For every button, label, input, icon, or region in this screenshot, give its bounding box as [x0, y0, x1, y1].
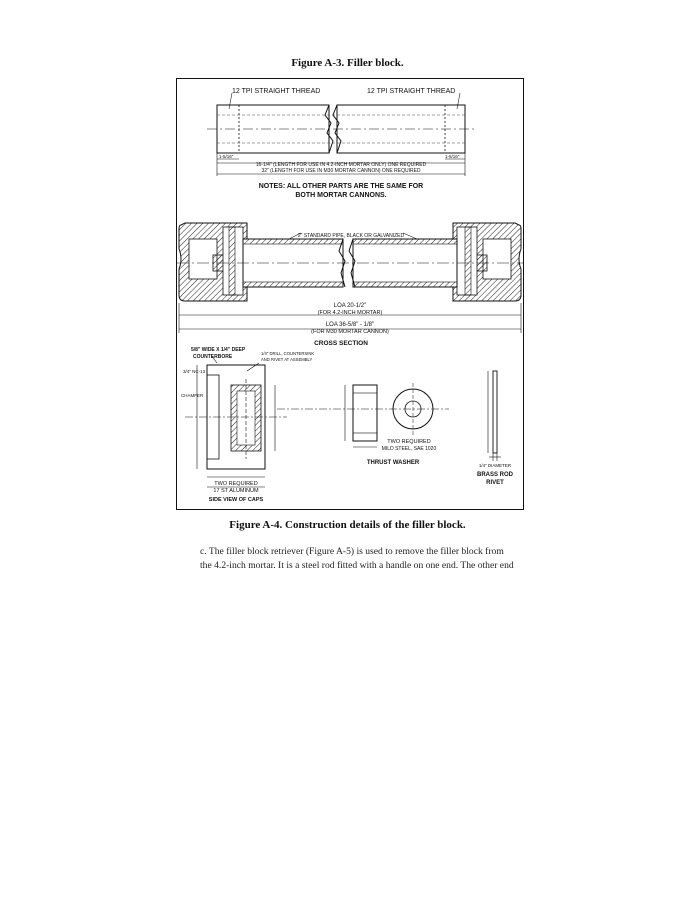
pipe-label: 2" STANDARD PIPE, BLACK OR GALVANIZED: [297, 233, 405, 239]
cross-section-drawing: [177, 223, 523, 333]
body-line-1: c. The filler block retriever (Figure A-5) is used to remove the filler block from: [200, 546, 504, 557]
drill-note-1: 1/4" DRILL, COUNTERSINK: [261, 351, 315, 356]
notes-line-2: BOTH MORTAR CANNONS.: [295, 192, 387, 199]
thrust-washer-drawing: [277, 383, 449, 447]
figure-a4-caption: Figure A-4. Construction details of the filler block.: [229, 519, 466, 531]
body-paragraph: [200, 545, 540, 573]
length-4-2-mortar: 16-1/4" (LENGTH FOR USE IN 4.2-INCH MORTAR ONLY) ONE REQUIRED: [255, 162, 427, 168]
brass-rivet-drawing: [488, 371, 501, 461]
rivet-diameter: 1/4" DIAMETER: [478, 463, 512, 468]
washer-material: MILD STEEL, SAE 1020: [381, 446, 437, 452]
drill-note-2: AND RIVET AT ASSEMBLY: [261, 357, 313, 362]
figure-drawing: [176, 78, 524, 510]
loa-4-2-note: (FOR 4.2-INCH MORTAR): [317, 310, 383, 316]
brass-rod-label: BRASS ROD: [476, 472, 514, 478]
washer-quantity: TWO REQUIRED: [387, 439, 431, 445]
side-view-label: SIDE VIEW OF CAPS: [208, 497, 264, 503]
thread-label-right: 12 TPI STRAIGHT THREAD: [367, 88, 456, 95]
loa-m30-note: (FOR M30 MORTAR CANNON): [311, 329, 389, 335]
notes-line-1: NOTES: ALL OTHER PARTS ARE THE SAME FOR: [258, 183, 424, 190]
counterbore-line-1: 5/8" WIDE X 1/4" DEEP: [191, 347, 246, 353]
cross-section-label: CROSS SECTION: [314, 340, 368, 347]
chamfer-label: CHAMFER: [181, 393, 204, 398]
counterbore-line-2: COUNTERBORE: [193, 354, 233, 360]
rivet-label: RIVET: [486, 480, 504, 486]
body-line-2: the 4.2-inch mortar. It is a steel rod fitted with a handle on one end. The other end: [200, 560, 514, 571]
length-m30-cannon: 32" (LENGTH FOR USE IN M30 MORTAR CANNON) ONE REQUIRED: [261, 168, 421, 174]
thread-label-left: 12 TPI STRAIGHT THREAD: [232, 88, 321, 95]
caps-quantity: TWO REQUIRED: [214, 481, 258, 487]
loa-m30: LOA 36-5/8" - 1/8": [325, 322, 375, 328]
thread-spec: 3/4" NC-13: [183, 369, 206, 374]
thrust-washer-label: THRUST WASHER: [366, 460, 420, 466]
end-dim-right: 1-5/16": [445, 154, 460, 159]
figure-a3-caption: Figure A-3. Filler block.: [291, 57, 404, 69]
end-dim-left: 1-5/16": [219, 154, 234, 159]
loa-4-2: LOA 20-1/2": [333, 303, 367, 309]
caps-material: 17 ST ALUMINUM: [213, 488, 259, 494]
cap-side-view-drawing: [185, 355, 287, 487]
